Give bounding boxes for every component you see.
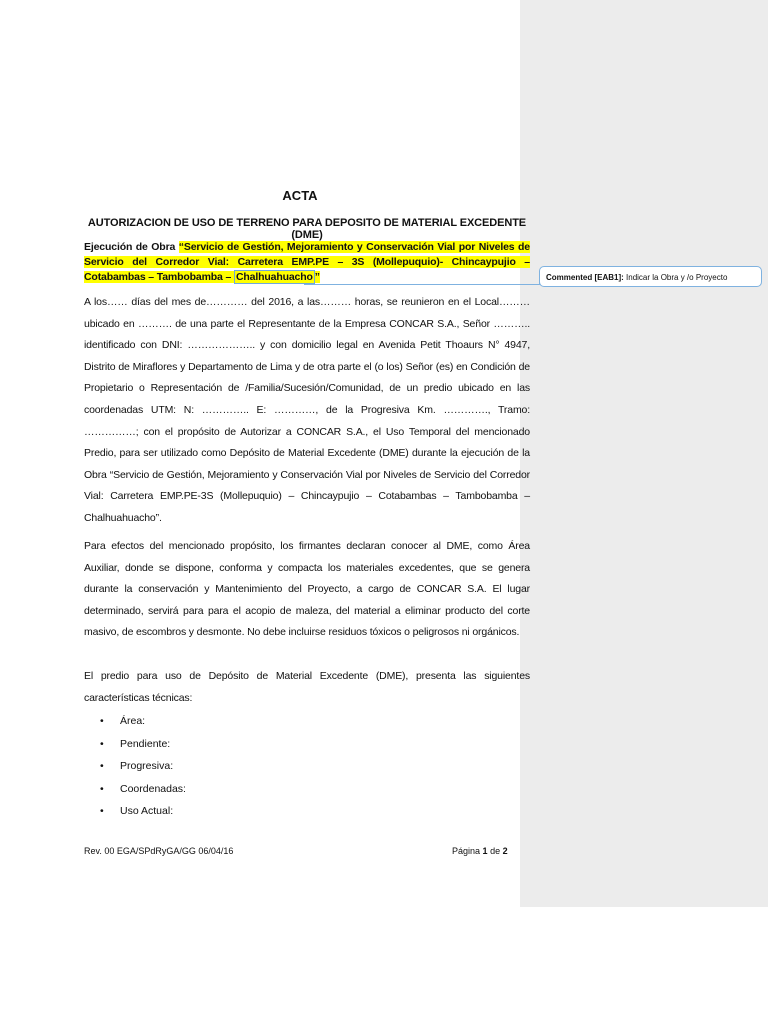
- list-item-label: Uso Actual:: [120, 805, 174, 817]
- bullet-icon: •: [100, 715, 104, 727]
- bullet-icon: •: [100, 737, 104, 750]
- paragraph-meeting: A los…… días del mes de………… del 2016, a las……… horas, se reunieron en el Local……… ubicado en ………. de una parte el Representante de la Empresa CONCAR S.A., Señor ……….. identificado con DNI: ……………….. y con domicilio legal en Avenida Petit Thoaurs N° 4947, Distrito de Miraflores y Departamento de Lima y de otra parte el (o los) Señor (es) en Condición de Propietario o Representación de /Familia/Sucesión/Comunidad, de un predio ubicado en las coordenadas UTM: N: ………….. E: …………, de la Progresiva Km. …………., Tramo: ……………; con el propósito de Autorizar a CONCAR S.A., el Uso Temporal del mencionado Predio, para ser utilizado como Depósito de Material Excedente (DME) durante la ejecución de la Obra “Servicio de Gestión, Mejoramiento y Conservación Vial por Niveles de Servicio del Corredor Vial: Carretera EMP.PE-3S (Mollepuquio) – Chincaypujio – Cotabambas – Tambobamba – Chalhuahuacho”.: [84, 296, 530, 524]
- obra-paragraph: [84, 240, 530, 285]
- bullet-icon: •: [100, 805, 104, 817]
- list-item-label: Coordenadas:: [120, 782, 186, 795]
- obra-label: Ejecución de Obra: [84, 241, 176, 253]
- comments-pane: [520, 0, 768, 907]
- list-item: [100, 778, 186, 801]
- paragraph-characteristics: El predio para uso de Depósito de Material Excedente (DME), presenta las siguientes características técnicas:: [84, 670, 530, 704]
- obra-name[interactable]: “Servicio de Gestión, Mejoramiento y Conservación Vial por Niveles de Servicio del Corredor Vial: Carretera EMP.PE – 3S (Mollepuquio)- Chincaypujio – Cotabambas – Tambobamba –: [84, 241, 530, 283]
- paragraph-purpose: Para efectos del mencionado propósito, los firmantes declaran conocer al DME, como Área Auxiliar, donde se dispone, conforma y compacta los materiales excedentes, que se genera durante la conservación y Mantenimiento del Proyecto, a cargo de CONCAR S.A. El lugar determinado, servirá para para el acopio de maleza, del material a eliminar producto del corte masivo, de escombros y desmonte. No debe incluirse residuos tóxicos o peligrosos ni orgánicos.: [84, 540, 530, 639]
- list-item-label: Progresiva:: [120, 760, 174, 772]
- bullet-icon: •: [100, 760, 104, 772]
- comment-label: Commented [EAB1]:: [546, 273, 624, 282]
- list-item: [100, 755, 186, 778]
- comment-text: Indicar la Obra y /o Proyecto: [626, 273, 728, 282]
- comment-balloon[interactable]: [539, 266, 762, 287]
- page-total: 2: [502, 846, 508, 856]
- footer-revision: Rev. 00 EGA/SPdRyGA/GG 06/04/16: [84, 846, 234, 856]
- page-label: Página: [452, 846, 481, 856]
- list-item: [100, 733, 186, 756]
- comment-connector-line: [304, 284, 540, 285]
- obra-name-commented[interactable]: Chalhuahuacho: [235, 271, 313, 283]
- list-item-label: Área:: [120, 715, 146, 727]
- list-item: [100, 710, 186, 733]
- page-current: 1: [482, 846, 488, 856]
- document-subtitle: AUTORIZACION DE USO DE TERRENO PARA DEPOSITO DE MATERIAL EXCEDENTE (DME): [87, 217, 527, 241]
- list-item: [100, 800, 186, 823]
- below-page-area: [0, 907, 768, 1024]
- document-title: ACTA: [282, 188, 318, 203]
- list-item-label: Pendiente:: [120, 737, 171, 750]
- bullet-icon: •: [100, 782, 104, 795]
- characteristics-list: [100, 710, 186, 823]
- footer-page-number: [452, 846, 508, 856]
- page-of: de: [490, 846, 501, 856]
- obra-name-close: ”: [314, 271, 320, 283]
